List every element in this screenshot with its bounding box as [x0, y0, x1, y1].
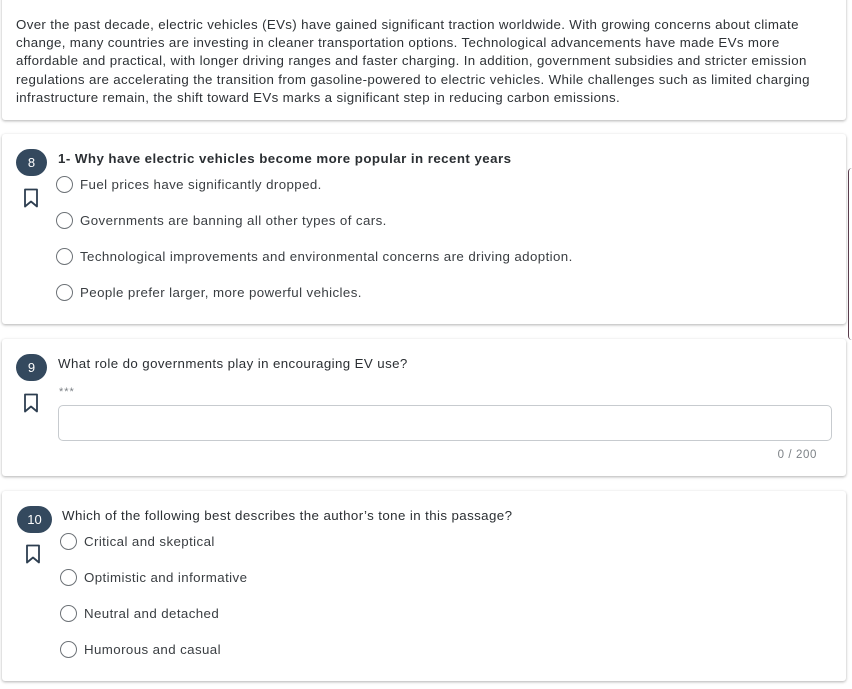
radio-button[interactable] — [56, 176, 73, 193]
option-label: Technological improvements and environmental concerns are driving adoption. — [80, 248, 573, 264]
option-label: Fuel prices have significantly dropped. — [80, 176, 322, 192]
question-card-9 — [2, 339, 846, 476]
option-label: People prefer larger, more powerful vehicles. — [80, 284, 362, 300]
option-c[interactable] — [60, 603, 219, 623]
scroll-edge-indicator — [848, 168, 852, 340]
radio-button[interactable] — [56, 284, 73, 301]
question-text: 1- Why have electric vehicles become more popular in recent years — [58, 151, 512, 166]
question-card-8 — [2, 134, 846, 324]
option-d[interactable] — [56, 282, 362, 302]
answer-input[interactable] — [58, 405, 832, 441]
option-label: Humorous and casual — [84, 641, 221, 657]
question-text: What role do governments play in encouraging EV use? — [58, 356, 408, 371]
option-d[interactable] — [60, 639, 221, 659]
option-label: Neutral and detached — [84, 605, 220, 621]
option-a[interactable] — [60, 531, 215, 551]
question-card-10 — [2, 491, 846, 681]
character-counter: 0 / 200 — [777, 449, 817, 461]
radio-button[interactable] — [60, 641, 77, 658]
radio-button[interactable] — [60, 605, 77, 622]
option-b[interactable] — [56, 210, 387, 230]
radio-button[interactable] — [56, 248, 73, 265]
option-c[interactable] — [56, 246, 573, 266]
question-number-badge: 9 — [16, 354, 47, 381]
passage-text: Over the past decade, electric vehicles (EVs) have gained significant traction worldwide. With growing concerns about climate change, many countries are investing in cleaner transportation options. Technological advancements have made EVs more affordable and practical, with longer driving ranges and faster charging. In addition, government subsidies and stricter emission regulations are accelerating the transition from gasoline-powered to electric vehicles. While challenges such as limited charging infrastructure remain, the shift toward EVs marks a significant step in reducing carbon emissions. — [16, 17, 810, 105]
radio-button[interactable] — [56, 212, 73, 229]
radio-button[interactable] — [60, 533, 77, 550]
question-number-badge: 8 — [16, 149, 47, 176]
question-number-badge: 10 — [17, 506, 52, 533]
passage-card — [2, 0, 846, 120]
option-label: Optimistic and informative — [84, 569, 248, 585]
question-text: Which of the following best describes the author’s tone in this passage? — [62, 508, 513, 523]
bookmark-icon[interactable] — [23, 393, 39, 413]
radio-button[interactable] — [60, 569, 77, 586]
option-a[interactable] — [56, 174, 322, 194]
answer-hint: *** — [59, 386, 75, 398]
option-label: Critical and skeptical — [84, 533, 215, 549]
option-b[interactable] — [60, 567, 247, 587]
bookmark-icon[interactable] — [23, 188, 39, 208]
bookmark-icon[interactable] — [25, 544, 41, 564]
option-label: Governments are banning all other types of cars. — [80, 212, 387, 228]
